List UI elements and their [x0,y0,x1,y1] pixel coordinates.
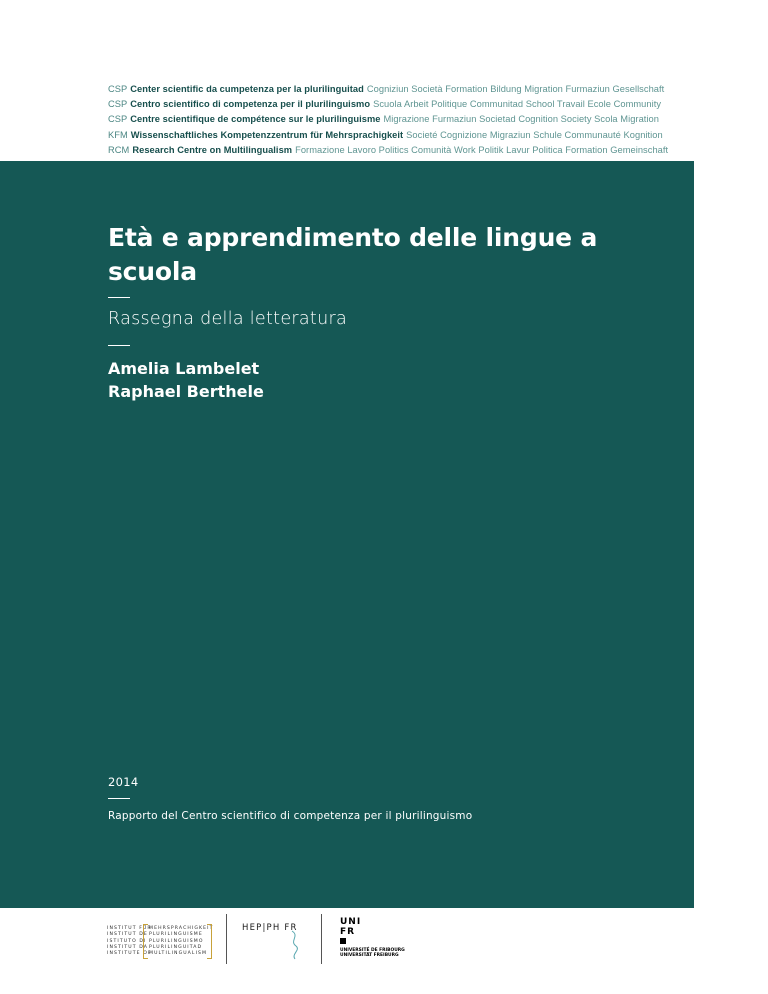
unifr-square-icon [340,938,346,944]
unifr-logo-word: UNI [340,917,362,927]
author-name: Raphael Berthele [108,382,264,401]
unifr-logo-word: FR [340,926,356,937]
institute-logo-right: PLURILINGUISME [149,932,203,938]
logo-separator [226,914,227,964]
publication-year: 2014 [108,775,139,789]
cover-subtitle: Rassegna della letteratura [108,309,347,329]
unifr-logo [340,918,361,944]
header-line [108,143,698,158]
institute-logo-right: MULTILINGUALISM [149,951,208,957]
bracket-right-icon [207,924,212,959]
header-words: Formazione Lavoro Politics Comunità Work Politik Lavur Politica Formation Gemeinschaft [295,144,669,155]
header-institute-list [108,82,698,158]
header-words: Scuola Arbeit Politique Communitad School Travail Ecole Community [373,99,662,110]
institute-logo-row [107,951,214,957]
year-divider [108,798,130,799]
institute-logo-left: INSTITUT DE [107,932,148,938]
header-line [108,128,698,143]
institute-logo-left: INSTITUT DA [107,944,149,950]
author-name: Amelia Lambelet [108,359,260,378]
hep-logo: HEP|PH FR [242,923,298,933]
institute-logo-left: ISTITUTO DI [107,938,147,944]
institute-logo-right: PLURILINGUISMO [149,938,204,944]
logo-separator [321,914,322,964]
header-words: Migrazione Furmaziun Societad Cognition Society Scola Migration [383,114,659,125]
institute-logo-left: INSTITUT FÜR [107,926,152,931]
institute-logo-left: INSTITUTE OF [107,951,152,957]
header-institute: Centro scientifico di competenza per il plurilinguismo [130,99,371,110]
header-line [108,97,698,112]
institute-logo-right: PLURILINGUITAD [149,944,203,950]
subtitle-divider [108,345,130,346]
header-institute: Wissenschaftliches Kompetenzzentrum für Mehrsprachigkeit [130,129,404,140]
cover-title: Età e apprendimento delle lingue a scuola [108,223,598,286]
header-line [108,112,698,127]
header-abbr: CSP [108,84,128,94]
report-series: Rapporto del Centro scientifico di competenza per il plurilinguismo [108,810,473,822]
header-line [108,82,698,97]
author-list [108,357,264,403]
header-abbr: CSP [108,114,128,125]
logo-strip [0,908,768,994]
institute-logo-right: MEHRSPRACHIGKEIT [149,926,214,931]
unifr-name: UNIVERSITÄT FREIBURG [340,953,399,959]
cover-panel [0,161,694,908]
unifr-name: UNIVERSITÉ DE FRIBOURG [340,948,405,953]
unifr-names [340,948,405,959]
title-divider [108,297,130,298]
header-words: Societé Cognizione Migraziun Schule Communauté Kognition [406,129,663,140]
header-institute: Research Centre on Multilingualism [132,144,293,155]
hep-wave-icon [288,930,302,960]
header-words: Cogniziun Società Formation Bildung Migration Furmaziun Gesellschaft [366,84,665,94]
bracket-left-icon [143,924,148,959]
institute-multilingualism-logo [107,926,214,957]
header-abbr: CSP [108,99,128,110]
header-abbr: RCM [108,144,130,155]
header-institute: Centre scientifique de compétence sur le plurilinguisme [130,114,381,125]
header-institute: Center scientific da cumpetenza per la plurilinguitad [130,84,364,94]
header-abbr: KFM [108,129,128,140]
